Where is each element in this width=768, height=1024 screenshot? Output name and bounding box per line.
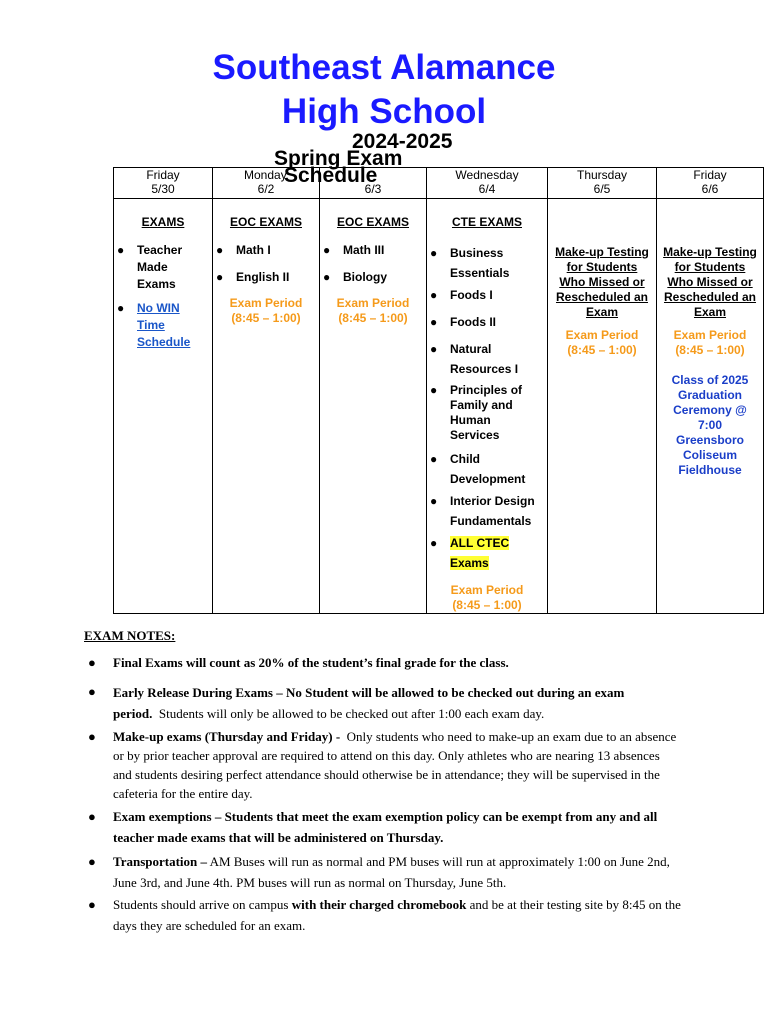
bullet-icon: ● — [430, 383, 438, 397]
exam-schedule-table — [113, 164, 764, 614]
exam-period: Exam Period (8:45 – 1:00) — [450, 583, 524, 612]
col-header-fri-66 — [657, 168, 764, 199]
exam-name-highlighted: ALL CTEC Exams — [450, 536, 510, 570]
cell-tue-63 — [320, 199, 427, 614]
exam-name: Child Development — [450, 452, 526, 486]
bullet-icon: ● — [88, 655, 96, 670]
exam-period: Exam Period (8:45 – 1:00) — [565, 328, 639, 357]
exam-name: Principles of Family and Human Services — [450, 383, 523, 442]
bullet-icon: ● — [323, 243, 331, 257]
exam-name: Natural Resources I — [450, 342, 519, 376]
cell-fri-66 — [657, 199, 764, 614]
exam-list — [213, 243, 319, 285]
exam-period: Exam Period (8:45 – 1:00) — [336, 296, 410, 325]
bullet-icon: ● — [88, 897, 96, 912]
no-win-time-schedule-link[interactable]: No WIN Time Schedule — [137, 301, 191, 349]
list-item — [213, 243, 319, 258]
list-item — [427, 339, 530, 379]
date-label: 6/3 — [364, 182, 382, 196]
col-header-thu-65 — [548, 168, 657, 199]
table-header-row — [114, 168, 764, 199]
note-text: Exam exemptions – Students that meet the exam exemption policy can be exempt from any and all teacher made exams that will be administered on Thursday. — [113, 809, 658, 845]
list-item — [427, 243, 538, 283]
column-heading: EOC EXAMS — [229, 215, 302, 229]
exam-name: Biology — [343, 270, 387, 284]
exam-name: Foods I — [450, 288, 493, 302]
exam-name: English II — [236, 270, 290, 284]
exam-name: Business Essentials — [450, 246, 510, 280]
col-header-tue-63 — [320, 168, 427, 199]
exam-name: Foods II — [450, 315, 496, 329]
bullet-icon: ● — [430, 246, 438, 260]
list-item — [427, 312, 547, 332]
list-item — [427, 491, 544, 531]
note-text: Students will only be allowed to be checked out after 1:00 each exam day. — [158, 706, 545, 721]
note-text-bold: Make-up exams (Thursday and Friday) - — [113, 729, 341, 744]
exam-list — [427, 243, 547, 573]
exam-list — [114, 242, 212, 351]
bullet-icon: ● — [430, 315, 438, 329]
cell-wed-64 — [427, 199, 548, 614]
day-label: Thursday — [576, 168, 628, 182]
note-text: Final Exams will count as 20% of the student’s final grade for the class. — [113, 655, 509, 670]
day-label: Friday — [146, 168, 180, 182]
bullet-icon: ● — [117, 243, 125, 257]
list-item — [427, 533, 520, 573]
note-text-bold: Early Release During Exams – No Student will be allowed to be checked out during an exam period. — [113, 685, 625, 721]
list-item — [427, 449, 530, 489]
spring-exam-title: Spring Exam — [274, 147, 403, 170]
school-year: 2024-2025 — [352, 130, 453, 153]
note-text-bold: with their charged chromebook — [291, 897, 467, 912]
date-label: 6/5 — [593, 182, 611, 196]
column-heading: EXAMS — [141, 215, 185, 229]
exam-notes — [84, 628, 724, 933]
exam-list — [320, 243, 426, 285]
list-item — [213, 270, 319, 285]
exam-name: Math III — [343, 243, 385, 257]
col-header-wed-64 — [427, 168, 548, 199]
graduation-note: Class of 2025 Graduation Ceremony @ 7:00 Greensboro Coliseum Fieldhouse — [671, 373, 749, 477]
bullet-icon: ● — [88, 729, 96, 744]
list-item — [320, 243, 426, 258]
note-item-makeup — [84, 727, 724, 803]
bullet-icon: ● — [430, 452, 438, 466]
exam-name: Teacher Made Exams — [137, 243, 183, 291]
cell-mon-62 — [213, 199, 320, 614]
note-text: Only students who need to make-up an exam due to an absence or by prior teacher approval are required to attend on this day. Only athletes who are nearing 13 absences and students desiring perfect attendance should otherwise be in attendance; they will be supervised in the cafeteria for the entire day. — [113, 729, 677, 801]
bullet-icon: ● — [216, 270, 224, 284]
schedule-title: Schedule — [284, 164, 378, 187]
bullet-icon: ● — [323, 270, 331, 284]
date-label: 6/4 — [478, 182, 496, 196]
makeup-heading: Make-up Testing for Students Who Missed or Rescheduled an Exam — [555, 245, 649, 319]
school-name-line1: Southeast Alamance — [212, 48, 556, 87]
notes-title: EXAM NOTES: — [84, 628, 176, 643]
note-item-early-release — [84, 682, 724, 724]
note-item-chromebook — [84, 894, 724, 936]
bullet-icon: ● — [430, 288, 438, 302]
list-item — [114, 300, 197, 351]
bullet-icon: ● — [430, 494, 438, 508]
date-label: 6/2 — [257, 182, 275, 196]
bullet-icon: ● — [88, 684, 96, 699]
makeup-heading: Make-up Testing for Students Who Missed or Rescheduled an Exam — [663, 245, 757, 319]
day-label: Wednesday — [455, 168, 519, 182]
exam-period: Exam Period (8:45 – 1:00) — [229, 296, 303, 325]
bullet-icon: ● — [88, 854, 96, 869]
list-item — [320, 270, 426, 285]
day-label: Monday — [244, 168, 287, 182]
exam-period: Exam Period (8:45 – 1:00) — [673, 328, 747, 357]
bullet-icon: ● — [430, 536, 438, 550]
note-item-exemptions — [84, 806, 724, 848]
col-header-fri-530 — [114, 168, 213, 199]
date-label: 6/6 — [701, 182, 719, 196]
list-item — [427, 285, 547, 305]
exam-name: Interior Design Fundamentals — [450, 494, 535, 528]
note-text-bold: Transportation – — [113, 854, 208, 869]
bullet-icon: ● — [216, 243, 224, 257]
note-item-transportation — [84, 851, 724, 893]
note-text: Students should arrive on campus — [113, 897, 289, 912]
col-header-mon-62 — [213, 168, 320, 199]
note-text: AM Buses will run as normal and PM buses will run at approximately 1:00 on June 2nd, June 3rd, and June 4th. PM buses will run as normal on Thursday, June 5th. — [113, 854, 670, 890]
school-name-line2: High School — [281, 92, 487, 131]
note-text: and be at their testing site by 8:45 on the days they are scheduled for an exam. — [113, 897, 681, 933]
bullet-icon: ● — [88, 809, 96, 824]
cell-fri-530 — [114, 199, 213, 614]
exam-name: Math I — [236, 243, 271, 257]
bullet-icon: ● — [430, 342, 438, 356]
column-heading: CTE EXAMS — [451, 215, 522, 229]
table-body-row — [114, 199, 764, 614]
bullet-icon: ● — [117, 301, 125, 315]
note-item-grade — [84, 653, 724, 672]
list-item — [114, 242, 197, 293]
column-heading: EOC EXAMS — [336, 215, 409, 229]
date-label: 5/30 — [151, 182, 175, 196]
list-item — [427, 383, 530, 443]
cell-thu-65 — [548, 199, 657, 614]
day-label: Friday — [693, 168, 727, 182]
